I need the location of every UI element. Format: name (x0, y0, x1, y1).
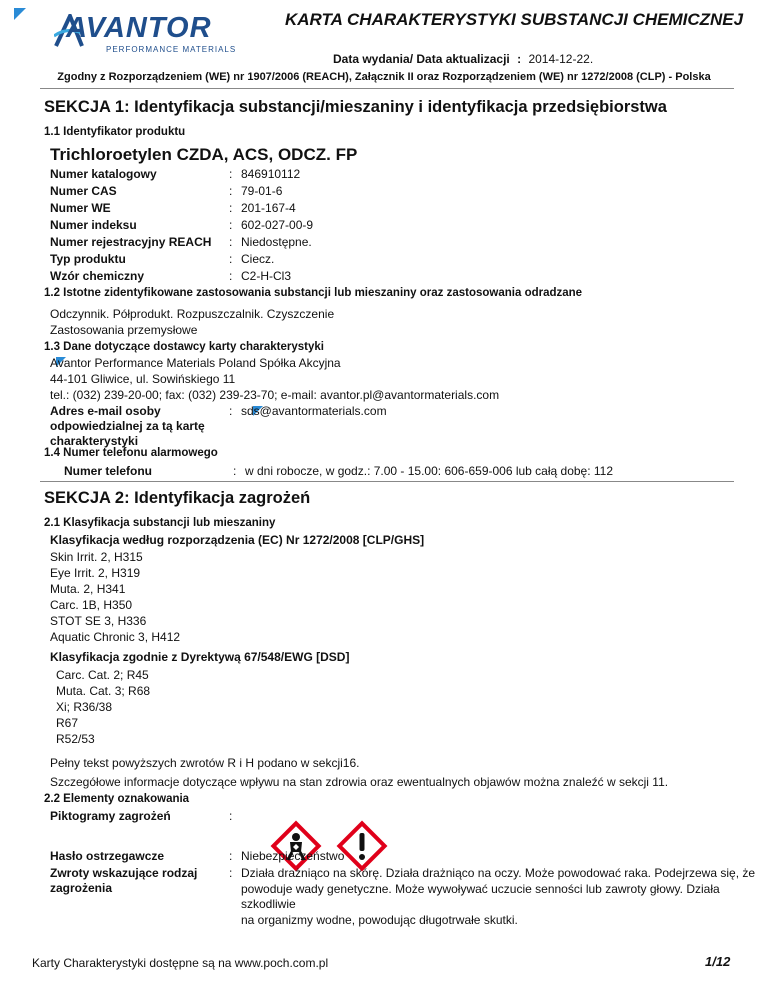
corner-marker-icon (14, 8, 26, 20)
field-colon: : (229, 404, 233, 418)
clp-item: Skin Irrit. 2, H315 (50, 550, 143, 564)
logo-tagline: PERFORMANCE MATERIALS (106, 45, 237, 54)
dsd-item: Carc. Cat. 2; R45 (56, 668, 149, 682)
issue-date-value: 2014-12-22. (528, 52, 594, 66)
field-value-index: 602-027-00-9 (241, 218, 314, 232)
dsd-item: R67 (56, 716, 79, 730)
section1-3-heading: 1.3 Dane dotyczące dostawcy karty charakterystyki (44, 341, 324, 353)
field-value-reach: Niedostępne. (241, 235, 312, 249)
clp-item: Muta. 2, H341 (50, 582, 126, 596)
hazard-label-line-2: zagrożenia (50, 881, 113, 895)
dsd-item: R52/53 (56, 732, 95, 746)
product-name: Trichloroetylen CZDA, ACS, ODCZ. FP (50, 145, 358, 164)
issue-date (333, 52, 593, 66)
supplier-address: 44-101 Gliwice, ul. Sowińskiego 11 (50, 372, 236, 386)
field-label-catalog: Numer katalogowy (50, 167, 157, 181)
supplier-name: Avantor Performance Materials Poland Spółka Akcyjna (50, 356, 341, 370)
field-colon: : (229, 167, 233, 181)
section2-title: SEKCJA 2: Identyfikacja zagrożeń (44, 489, 311, 507)
email-label-line-3: charakterystyki (50, 434, 139, 448)
footer-note: Karty Charakterystyki dostępne są na www.poch.com.pl (32, 956, 329, 970)
email-value[interactable]: sds@avantormaterials.com (241, 404, 387, 418)
clp-item: Eye Irrit. 2, H319 (50, 566, 141, 580)
email-label-line-2: odpowiedzialnej za tą kartę (50, 419, 205, 433)
uses-line-1: Odczynnik. Półprodukt. Rozpuszczalnik. Czyszczenie (50, 307, 335, 321)
dsd-item: Muta. Cat. 3; R68 (56, 684, 151, 698)
note-r-h-phrases: Pełny tekst powyższych zwrotów R i H podano w sekcji16. (50, 756, 360, 770)
field-label-formula: Wzór chemiczny (50, 269, 145, 283)
page-number: 1/12 (705, 954, 731, 969)
hazard-line-1: Działa drażniąco na skórę. Działa drażniąco na oczy. Może powodować raka. Podejrzewa się, że (241, 866, 756, 880)
section1-2-heading: 1.2 Istotne zidentyfikowane zastosowania substancji lub mieszaniny oraz zastosowania odradzane (44, 287, 583, 299)
signal-word-value: Niebezpieczeństwo (241, 849, 345, 863)
pictogram-label: Piktogramy zagrożeń (50, 809, 171, 823)
field-value-type: Ciecz. (241, 252, 275, 266)
hazard-statements-label (50, 866, 197, 896)
section2-2-heading: 2.2 Elementy oznakowania (44, 793, 190, 805)
clp-item: STOT SE 3, H336 (50, 614, 147, 628)
field-label-reach: Numer rejestracyjny REACH (50, 235, 212, 249)
field-colon: : (229, 252, 233, 266)
phone-value: w dni robocze, w godz.: 7.00 - 15.00: 606-659-006 lub całą dobę: 112 (245, 464, 614, 478)
signal-word-label: Hasło ostrzegawcze (50, 849, 165, 863)
field-colon: : (229, 269, 233, 283)
email-label-line-1: Adres e-mail osoby (50, 404, 161, 418)
phone-label: Numer telefonu (64, 464, 153, 478)
field-label-cas: Numer CAS (50, 184, 117, 198)
clp-heading: Klasyfikacja według rozporządzenia (EC) Nr 1272/2008 [CLP/GHS] (50, 533, 425, 547)
avantor-logo (14, 8, 274, 58)
hazard-line-2: powoduje wady genetyczne. Może wywoływać uczucie senności lub zawroty głowy. Działa szkodliwie (241, 881, 720, 911)
note-health-effects: Szczegółowe informacje dotyczące wpływu na stan zdrowia oraz ewentualnych objawów można znaleźć w sekcji 11. (50, 775, 669, 789)
compliance-statement: Zgodny z Rozporządzeniem (WE) nr 1907/2006 (REACH), Załącznik II oraz Rozporządzeniem (WE) nr 1272/2008 (CLP) - Polska (57, 71, 711, 83)
dsd-heading: Klasyfikacja zgodnie z Dyrektywą 67/548/EWG [DSD] (50, 650, 350, 664)
section1-1-heading: 1.1 Identyfikator produktu (44, 126, 186, 138)
hazard-label-line-1: Zwroty wskazujące rodzaj (50, 866, 198, 880)
field-colon: : (229, 849, 233, 863)
field-colon: : (229, 866, 233, 880)
document-title: KARTA CHARAKTERYSTYKI SUBSTANCJI CHEMICZNEJ (285, 10, 744, 29)
issue-date-colon: : (517, 52, 522, 66)
field-label-ec: Numer WE (50, 201, 111, 215)
header-divider (40, 88, 734, 89)
clp-item: Carc. 1B, H350 (50, 598, 133, 612)
field-colon: : (229, 809, 233, 823)
section1-4-heading: 1.4 Numer telefonu alarmowego (44, 447, 218, 459)
field-colon: : (229, 184, 233, 198)
field-label-type: Typ produktu (50, 252, 126, 266)
field-value-ec: 201-167-4 (241, 201, 296, 215)
section1-title: SEKCJA 1: Identyfikacja substancji/mieszaniny i identyfikacja przedsiębiorstwa (44, 98, 667, 116)
section-divider (40, 481, 734, 482)
field-value-catalog: 846910112 (241, 167, 301, 181)
issue-date-label: Data wydania/ Data aktualizacji (333, 52, 510, 66)
dsd-item: Xi; R36/38 (56, 700, 113, 714)
field-colon: : (229, 201, 233, 215)
email-label (50, 404, 205, 449)
field-label-index: Numer indeksu (50, 218, 137, 232)
uses-line-2: Zastosowania przemysłowe (50, 323, 198, 337)
field-colon: : (229, 235, 233, 249)
field-value-formula: C2-H-Cl3 (241, 269, 292, 283)
field-value-cas: 79-01-6 (241, 184, 283, 198)
clp-item: Aquatic Chronic 3, H412 (50, 630, 181, 644)
hazard-line-3: na organizmy wodne, powodując długotrwałe skutki. (241, 912, 518, 927)
logo-wordmark: AVANTOR (66, 12, 212, 44)
supplier-contact: tel.: (032) 239-20-00; fax: (032) 239-23-70; e-mail: avantor.pl@avantormaterials.com (50, 388, 500, 402)
section2-1-heading: 2.1 Klasyfikacja substancji lub mieszaniny (44, 517, 276, 529)
field-colon: : (229, 218, 233, 232)
field-colon: : (233, 464, 237, 478)
hazard-statements (241, 866, 768, 928)
